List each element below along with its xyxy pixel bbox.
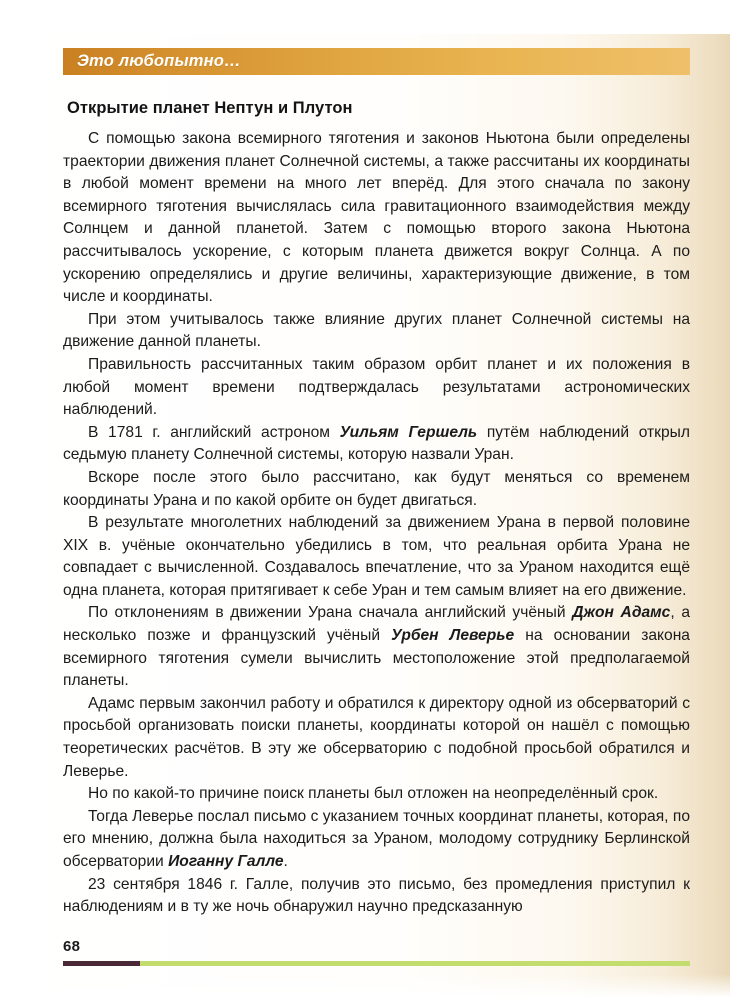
article-paragraph: Тогда Леверье послал письмо с указанием точных координат планеты, которая, по его мнению, должна была находиться за Ураном, молодому сотруднику Берлинской обсерватории Иоганну Галле.: [63, 807, 690, 870]
footer-rule-light-segment: [140, 961, 690, 966]
article-paragraph: Но по какой-то причине поиск планеты был отложен на неопределённый срок.: [88, 785, 659, 803]
article-paragraph: С помощью закона всемирного тяготения и законов Ньютона были определены траектории движения планет Солнечной системы, а также рассчитаны их координаты в любой момент времени на много лет вперёд. Для этого сначала по закону всемирного тяготения вычислялась сила гравитационного взаимодействия между Солнцем и данной планетой. Затем с помощью второго закона Ньютона рассчитывалось ускорение, с которым планета движется вокруг Солнца. А по ускорению определялись и другие величины, характеризующие движение, в том числе и координаты.: [63, 130, 690, 306]
article-paragraph: Адамс первым закончил работу и обратился к директору одной из обсерваторий с просьбой организовать поиски планеты, координаты которой он нашёл с помощью теоретических расчётов. В эту же обсерваторию с подобной просьбой обратился и Леверье.: [63, 694, 690, 780]
rubric-banner: [63, 48, 690, 75]
page-title: Открытие планет Нептун и Плутон: [67, 99, 353, 118]
article-paragraph: В результате многолетних наблюдений за движением Урана в первой половине XIX в. учёные окончательно убедились в том, что реальная орбита Урана не совпадает с вычисленной. Создавалось впечатление, что за Ураном находится ещё одна планета, которая притягивает к себе Уран и тем самым влияет на его движение.: [63, 514, 690, 599]
article-paragraph: В 1781 г. английский астроном Уильям Гершель путём наблюдений открыл седьмую планету Солнечной системы, которую назвали Уран.: [63, 423, 690, 464]
page-bottom-edge: [0, 974, 730, 1000]
page-number: 68: [63, 938, 81, 955]
footer-rule: [63, 961, 690, 966]
rubric-banner-label: Это любопытно…: [77, 52, 241, 70]
article-paragraph: При этом учитывалось также влияние других планет Солнечной системы на движение данной планеты.: [63, 310, 690, 351]
footer-rule-dark-segment: [63, 961, 140, 966]
page-content-column: [63, 0, 690, 1000]
article-paragraph: По отклонениям в движении Урана сначала английский учёный Джон Адамс, а несколько позже и французский учёный Урбен Леверье на основании закона всемирного тяготения сумели вычислить местоположение этой предполагаемой планеты.: [63, 604, 690, 690]
article-paragraph: Правильность рассчитанных таким образом орбит планет и их положения в любой момент времени подтверждалась результатами астрономических наблюдений.: [63, 355, 690, 419]
article-paragraph: 23 сентября 1846 г. Галле, получив это письмо, без промедления приступил к наблюдениям и в ту же ночь обнаружил научно предсказанную: [63, 875, 690, 916]
article-paragraph: Вскоре после этого было рассчитано, как будут меняться со временем координаты Урана и по какой орбите он будет двигаться.: [63, 468, 690, 509]
article-body: [63, 128, 690, 919]
